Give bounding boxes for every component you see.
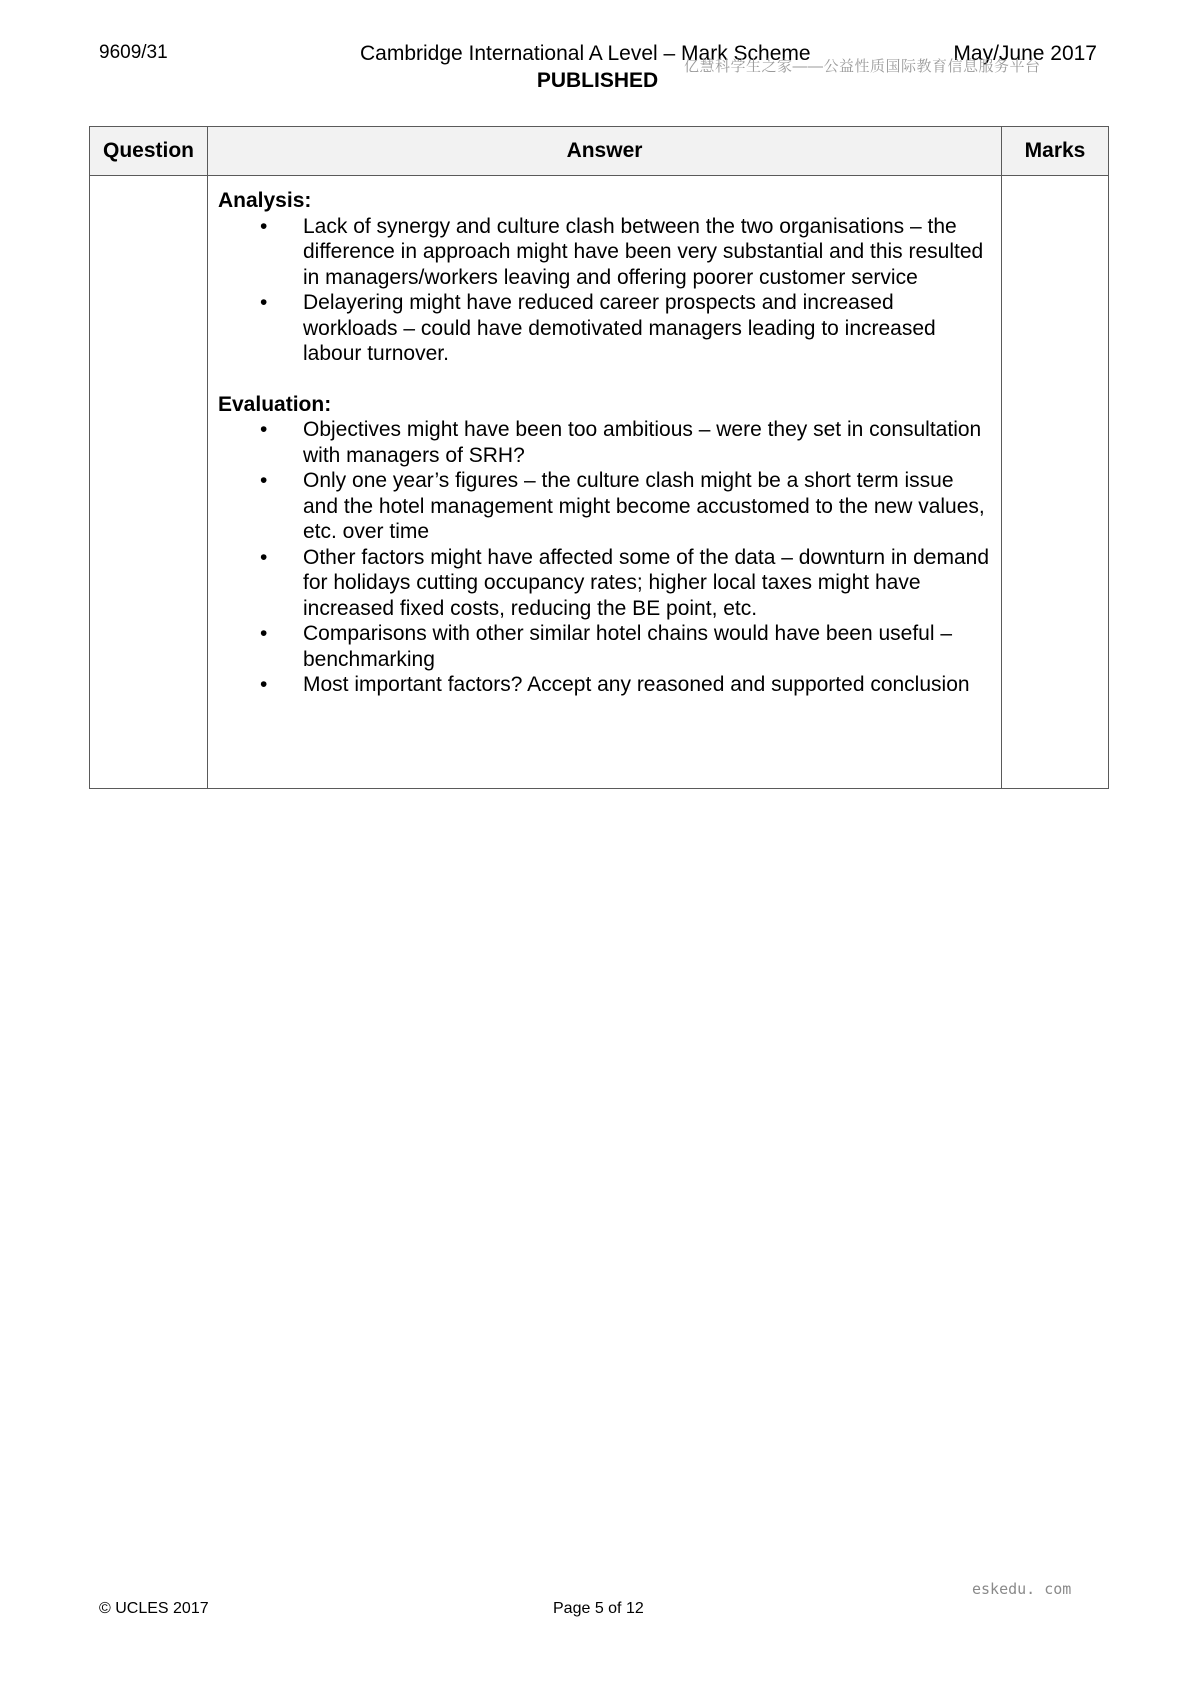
watermark-text: 亿慧科学生之家——公益性质国际教育信息服务平台 [684, 58, 1041, 75]
analysis-heading: Analysis: [218, 189, 312, 212]
list-item: • Other factors might have affected some of the data – downturn in demand for holidays cutting occupancy rates; higher local taxes might have increased fixed costs, reducing the BE point, etc. [218, 545, 991, 622]
list-item: • Objectives might have been too ambitious – were they set in consultation with managers of SRH? [218, 417, 991, 468]
table-row [90, 176, 1109, 789]
site-watermark: eskedu. com [972, 1580, 1072, 1598]
list-item: • Comparisons with other similar hotel chains would have been useful – benchmarking [218, 621, 991, 672]
column-header-question: Question [90, 127, 208, 176]
evaluation-heading: Evaluation: [218, 392, 332, 416]
question-cell [90, 176, 208, 789]
list-item: • Most important factors? Accept any reasoned and supported conclusion [218, 672, 991, 698]
marks-cell [1002, 176, 1109, 789]
list-item: • Only one year’s figures – the culture clash might be a short term issue and the hotel management might become accustomed to the new values, etc. over time [218, 468, 991, 545]
exam-session-date: May/June 2017 [953, 42, 1097, 65]
analysis-list [218, 214, 991, 367]
evaluation-list [218, 417, 991, 698]
document-title: Cambridge International A Level – Mark Scheme [360, 42, 811, 65]
copyright-text: © UCLES 2017 [99, 1600, 209, 1617]
published-label: PUBLISHED [536, 69, 659, 92]
document-code: 9609/31 [99, 42, 168, 63]
list-item: • Lack of synergy and culture clash between the two organisations – the difference in approach might have been very substantial and this resulted in managers/workers leaving and offering poorer customer service [218, 214, 991, 291]
list-item: • Delayering might have reduced career prospects and increased workloads – could have demotivated managers leading to increased labour turnover. [218, 290, 991, 367]
mark-scheme-table [89, 126, 1109, 789]
page-number: Page 5 of 12 [553, 1600, 644, 1617]
table-header-row [90, 127, 1109, 176]
column-header-answer: Answer [208, 127, 1002, 176]
answer-cell [208, 176, 1002, 789]
column-header-marks: Marks [1002, 127, 1109, 176]
